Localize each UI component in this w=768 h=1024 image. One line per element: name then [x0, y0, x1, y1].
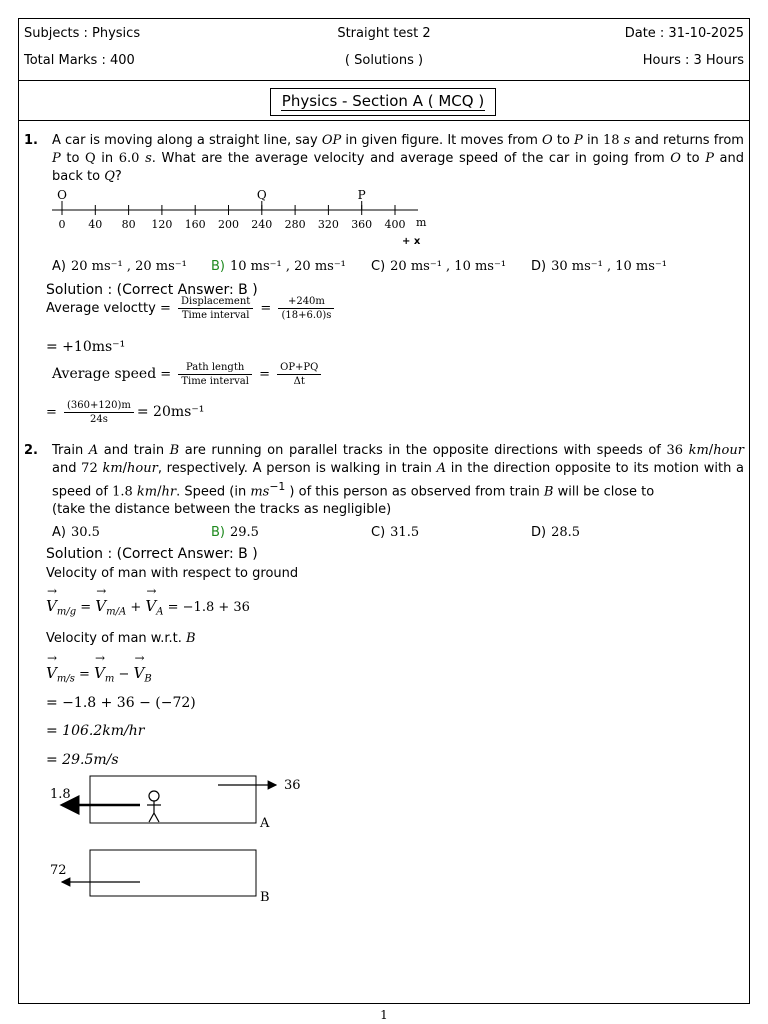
page-number: 1 — [380, 1008, 388, 1022]
axis-point-label: P — [357, 188, 366, 202]
q2-eq-4: = 106.2km/hr — [46, 723, 145, 739]
q1-avg-velocity-result: = +10ms⁻¹ — [46, 339, 126, 355]
position-axis-figure — [46, 186, 436, 248]
q1-option-c-label: C) — [371, 259, 386, 274]
q2-line-2: Velocity of man w.r.t. B — [46, 631, 196, 646]
q1-option-a-label: A) — [52, 259, 66, 274]
q2-option-c-text: 31.5 — [390, 525, 420, 540]
section-title-box — [270, 88, 496, 116]
axis-point-label: O — [57, 188, 67, 202]
frac-displacement: $\frac{\text{Displacement}}{\text{Time interval}}$ — [178, 296, 253, 321]
q1-option-a[interactable] — [52, 259, 187, 274]
axis-tick-label: 80 — [121, 218, 136, 231]
q1-option-b-label: B) — [211, 259, 225, 274]
q2-option-a-text: 30.5 — [70, 525, 100, 540]
axis-point-label: Q — [256, 188, 267, 202]
q2-option-b-text: 29.5 — [230, 525, 259, 540]
q2-option-c-label: C) — [371, 525, 386, 540]
axis-tick-label: 120 — [151, 218, 173, 231]
q2-eq-1: → $V_{m/g}$ = → $V_{m/A}$ + → $V_A = -1.8 + 36$ — [46, 597, 250, 618]
q2-solution-title: Solution : (Correct Answer: B ) — [46, 546, 258, 562]
q2-option-c[interactable] — [371, 525, 419, 540]
q1-option-c[interactable] — [371, 259, 506, 274]
date: Date : 31-10-2025 — [624, 26, 744, 41]
total-marks: Total Marks : 400 — [24, 53, 135, 68]
train-b-box — [90, 850, 256, 896]
question-2-number: 2. — [24, 443, 38, 458]
speed-b-label: 72 — [50, 863, 67, 878]
q2-option-d-text: 28.5 — [551, 525, 581, 540]
axis-tick-label: 160 — [184, 218, 206, 231]
q1-avg-velocity-eq: Average veloctty = $\frac{\text{Displacement}}{\text{Time interval}}$ = $\frac{+240m}{(18+6.0)s}$ — [46, 296, 337, 321]
hours: Hours : 3 Hours — [642, 53, 744, 68]
axis-tick-label: 0 — [58, 218, 66, 231]
trains-figure — [46, 772, 316, 912]
q2-option-b[interactable] — [211, 525, 259, 540]
frac-op-pq: $\frac{OP+PQ}{\Delta t}$ — [277, 362, 321, 387]
q2-line-1: Velocity of man with respect to ground — [46, 566, 299, 581]
axis-direction: + x — [402, 236, 421, 247]
eq1-rhs: = −1.8 + 36 — [167, 600, 250, 615]
q1-option-d-text: 30 ms⁻¹ , 10 ms⁻¹ — [551, 259, 667, 274]
axis-unit: m — [416, 216, 427, 229]
section-rule — [18, 120, 750, 121]
axis-tick-label: 40 — [88, 218, 103, 231]
q1-avg-speed-eq: Average speed = $\frac{\text{Path length}}{\text{Time interval}}$ = $\frac{OP+PQ}{\Delta t}$ — [52, 362, 324, 387]
speed-a-label: 36 — [284, 778, 301, 793]
question-1-text: A car is moving along a straight line, say OP in given figure. It moves from O to P in 18 s and returns from P to Q in 6.0 s. What are the average velocity and average speed of the car in going from O to P and back to Q? — [52, 133, 745, 184]
q2-option-b-label: B) — [211, 525, 225, 540]
speed-man-label: 1.8 — [50, 787, 71, 802]
train-a-label: A — [260, 816, 270, 831]
frac-path-length: $\frac{\text{Path length}}{\text{Time interval}}$ — [178, 362, 252, 387]
section-title: Physics - Section A ( MCQ ) — [281, 92, 485, 110]
q1-option-b-text: 10 ms⁻¹ , 20 ms⁻¹ — [230, 259, 346, 274]
q1-option-c-text: 20 ms⁻¹ , 10 ms⁻¹ — [390, 259, 507, 274]
q1-solution-title: Solution : (Correct Answer: B ) — [46, 282, 258, 298]
train-a-box — [90, 776, 256, 823]
subject: Subjects : Physics — [24, 26, 141, 41]
q1-option-d[interactable] — [531, 259, 667, 274]
person-icon — [147, 791, 161, 822]
q2-eq-3: = −1.8 + 36 − (−72) — [46, 695, 196, 711]
solutions-label: ( Solutions ) — [344, 53, 424, 68]
q2-option-a-label: A) — [52, 525, 66, 540]
avg-speed-label: Average speed — [52, 366, 157, 382]
axis-tick-label: 320 — [317, 218, 339, 231]
test-name: Straight test 2 — [337, 26, 431, 41]
q2-eq-5: = 29.5m/s — [46, 752, 119, 768]
q2-option-d-label: D) — [531, 525, 547, 540]
axis-tick-label: 240 — [251, 218, 273, 231]
question-2-text: Train A and train B are running on parallel tracks in the opposite directions with speeds of 36 km/hour and 72 km/hour, respectively. A person is walking in train A in the direction opposite to its motion with a speed of 1.8 km/hr. Speed (in $ms^{-1}$ ) of this person as observed from train B will be close to (take the distance between the tracks as negligible) — [52, 443, 745, 518]
frac-480m: $\frac{(360+120)m}{24s}$ — [64, 400, 134, 425]
axis-tick-label: 200 — [218, 218, 239, 231]
avg-velocity-label: Average veloctty — [46, 301, 156, 316]
frac-240m: $\frac{+240m}{(18+6.0)s}$ — [278, 296, 334, 321]
q2-eq-2: → $V_{m/s}$ = → $V_m$ − → $V_B$ — [46, 664, 152, 685]
q2-option-d[interactable] — [531, 525, 580, 540]
q1-avg-speed-result: = $\frac{(360+120)m}{24s}$ = 20ms⁻¹ — [46, 400, 205, 425]
axis-tick-label: 400 — [384, 218, 406, 231]
header-rule — [18, 80, 750, 81]
q1-option-a-text: 20 ms⁻¹ , 20 ms⁻¹ — [70, 259, 187, 274]
axis-tick-label: 280 — [284, 218, 306, 231]
train-b-label: B — [260, 890, 270, 905]
q1-option-d-label: D) — [531, 259, 547, 274]
axis-tick-label: 360 — [351, 218, 373, 231]
q1-option-b[interactable] — [211, 259, 346, 274]
q2-option-a[interactable] — [52, 525, 100, 540]
question-1-number: 1. — [24, 133, 38, 148]
